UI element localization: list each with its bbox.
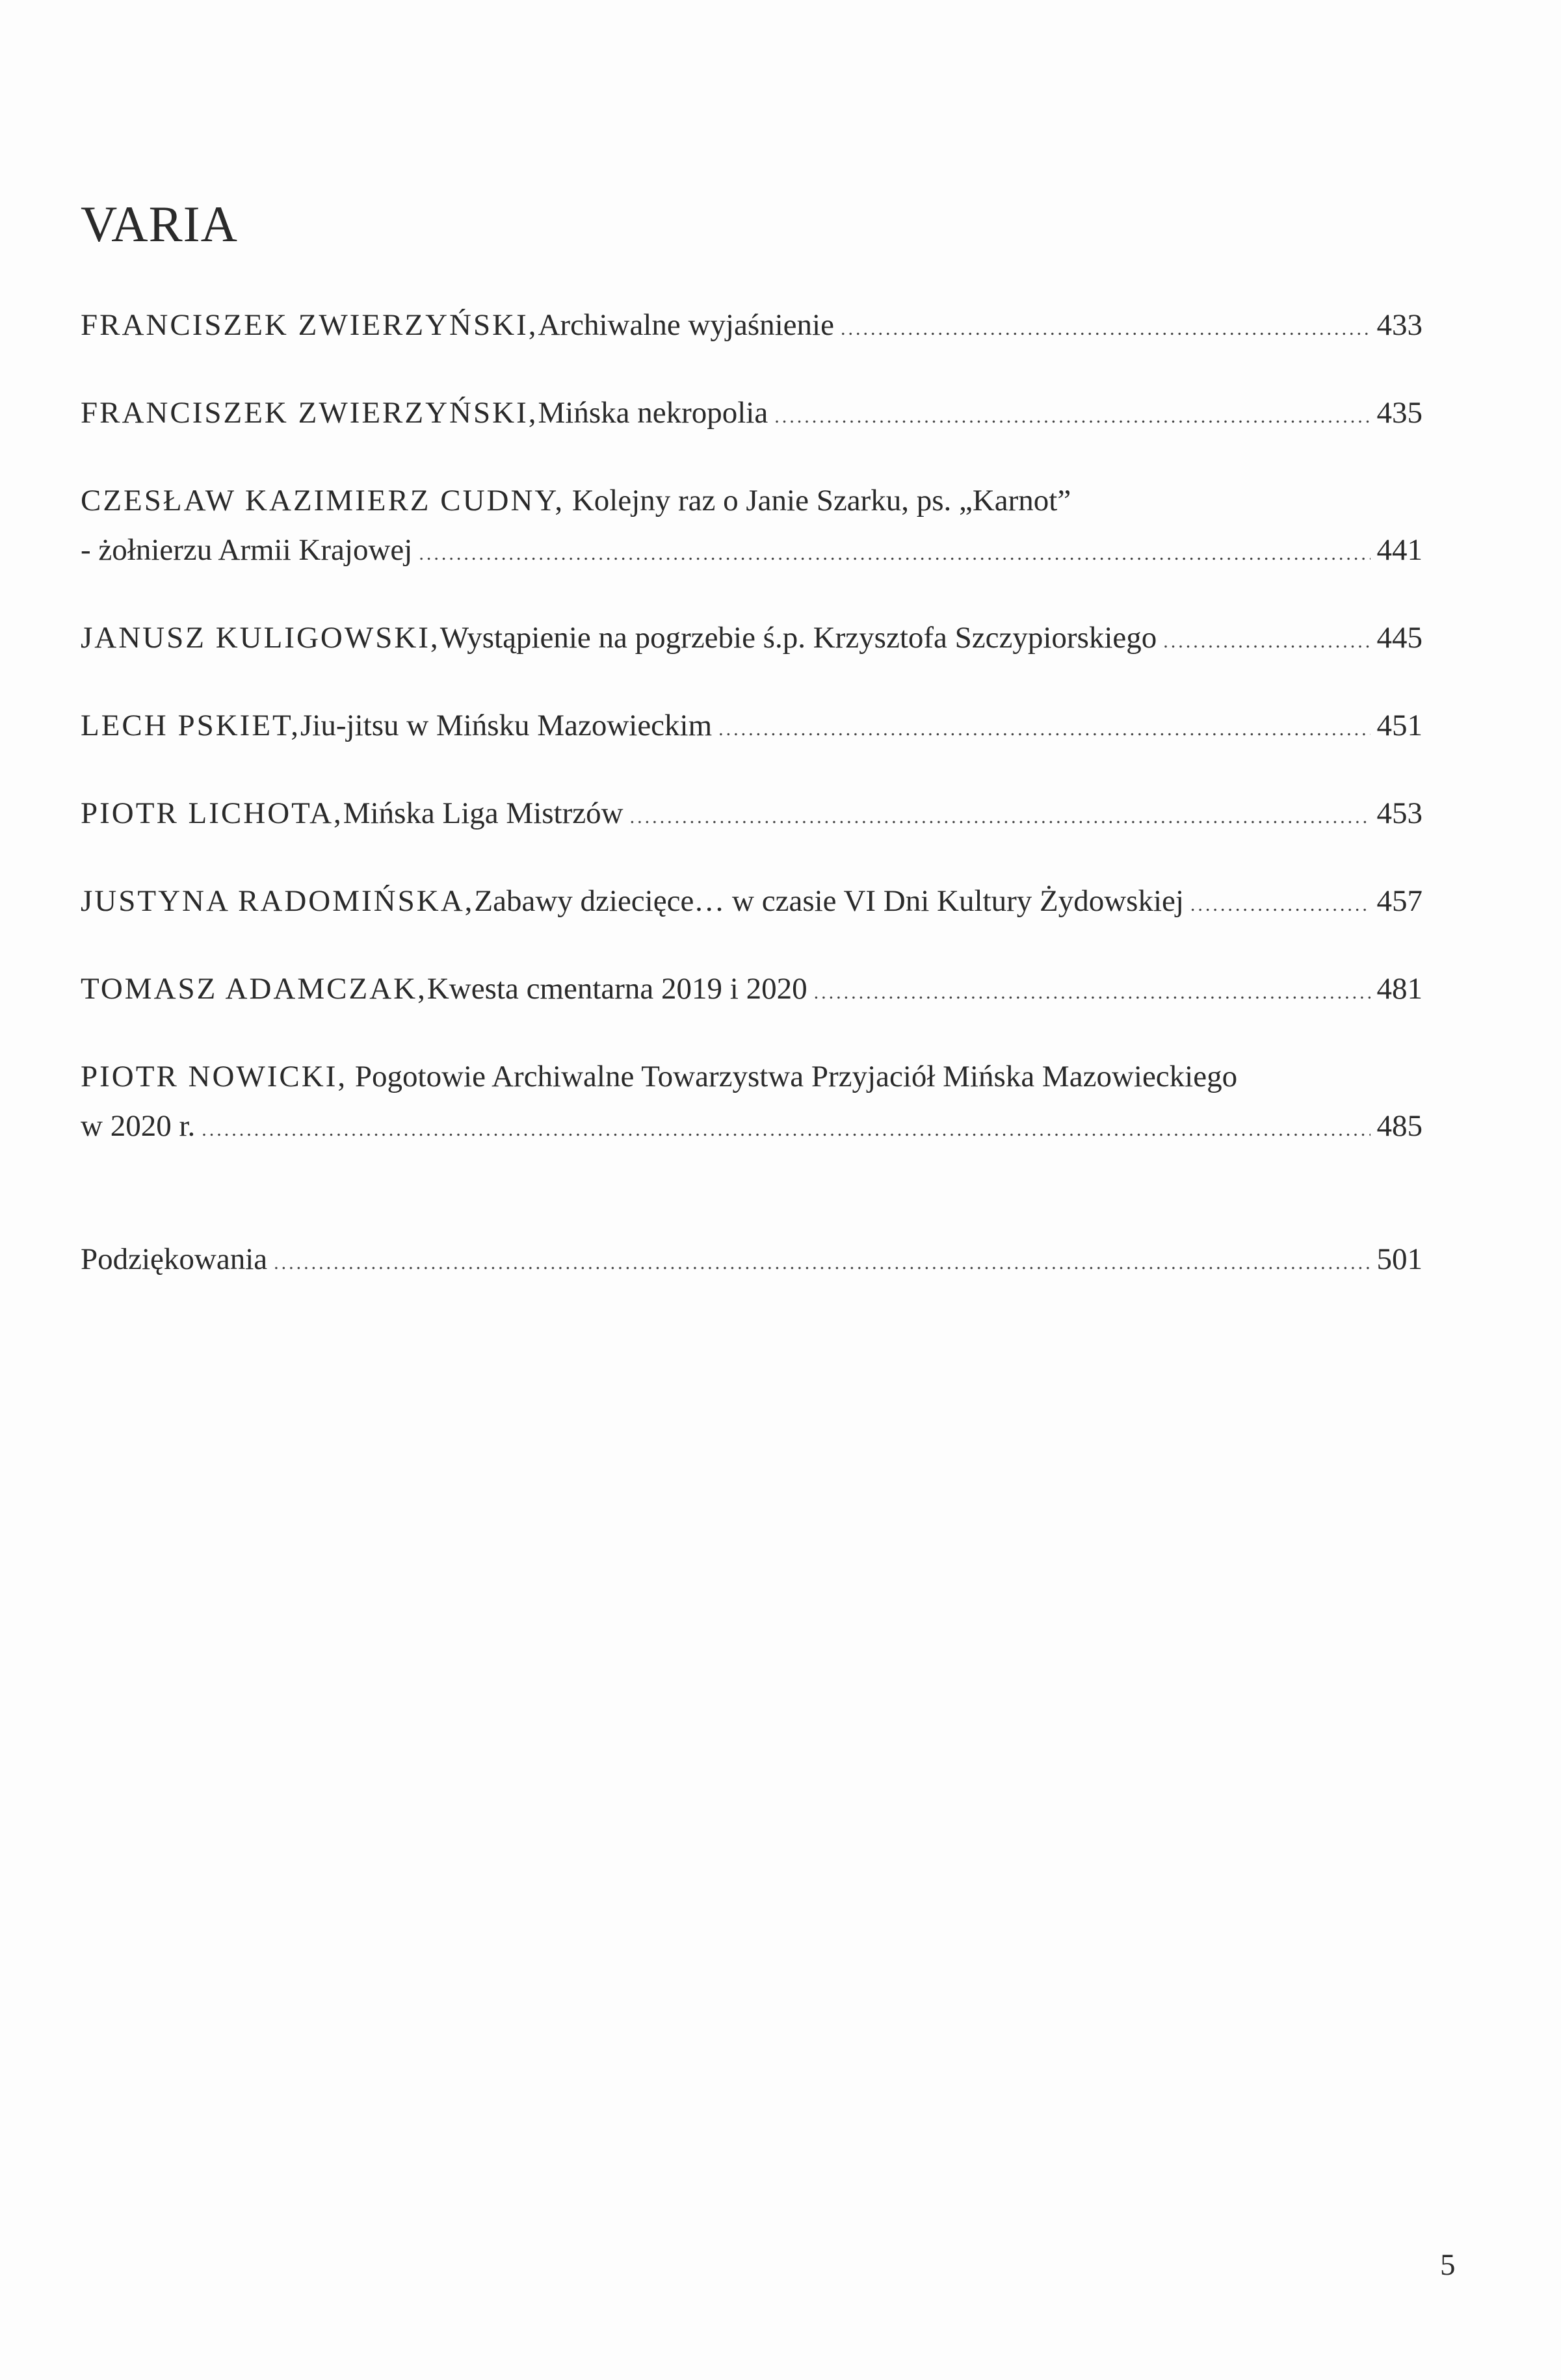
leader-dots bbox=[630, 792, 1371, 842]
toc-entry-title: Kwesta cmentarna 2019 i 2020 bbox=[426, 972, 807, 1006]
toc-entry-author: JUSTYNA RADOMIŃSKA, bbox=[81, 884, 475, 918]
toc-entry-page: 501 bbox=[1376, 1242, 1423, 1276]
page-number: 5 bbox=[1440, 2248, 1456, 2282]
toc-entry-page: 485 bbox=[1376, 1109, 1423, 1143]
toc-entry bbox=[81, 964, 1423, 1017]
toc-entry-acknowledgements bbox=[81, 1235, 1423, 1288]
leader-dots bbox=[718, 705, 1370, 754]
toc-entry bbox=[81, 876, 1423, 930]
table-of-contents bbox=[81, 300, 1423, 1322]
toc-entry-title: Archiwalne wyjaśnienie bbox=[538, 308, 834, 342]
toc-entry-author: JANUSZ KULIGOWSKI, bbox=[81, 621, 440, 655]
toc-entry-page: 457 bbox=[1376, 884, 1423, 918]
toc-entry-author: FRANCISZEK ZWIERZYŃSKI, bbox=[81, 308, 538, 342]
leader-dots bbox=[814, 968, 1371, 1017]
toc-entry-page: 433 bbox=[1376, 308, 1423, 342]
toc-entry bbox=[81, 789, 1423, 842]
toc-entry bbox=[81, 388, 1423, 441]
leader-dots bbox=[274, 1238, 1370, 1288]
toc-entry-author: CZESŁAW KAZIMIERZ CUDNY, bbox=[81, 484, 565, 517]
toc-entry-page: 451 bbox=[1376, 709, 1423, 742]
toc-entry-title-continued: w 2020 r. bbox=[81, 1109, 196, 1143]
toc-entry bbox=[81, 613, 1423, 666]
toc-entry-title: Jiu-jitsu w Mińsku Mazowieckim bbox=[300, 709, 713, 742]
leader-dots bbox=[419, 529, 1370, 579]
toc-entry-title: Mińska Liga Mistrzów bbox=[343, 796, 623, 830]
toc-entry bbox=[81, 1052, 1423, 1155]
section-title: VARIA bbox=[81, 196, 238, 252]
toc-entry-title: Wystąpienie na pogrzebie ś.p. Krzysztofa Szczypiorskiego bbox=[439, 621, 1157, 655]
toc-entry-page: 453 bbox=[1376, 796, 1423, 830]
leader-dots bbox=[1163, 617, 1370, 666]
toc-entry bbox=[81, 476, 1423, 579]
toc-entry bbox=[81, 701, 1423, 754]
toc-entry-title-continued: - żołnierzu Armii Krajowej bbox=[81, 533, 413, 567]
toc-entry bbox=[81, 300, 1423, 354]
toc-entry-page: 481 bbox=[1376, 972, 1423, 1006]
toc-entry-title: Pogotowie Archiwalne Towarzystwa Przyjaciół Mińska Mazowieckiego bbox=[347, 1060, 1238, 1093]
toc-entry-title: Mińska nekropolia bbox=[538, 396, 768, 430]
leader-dots bbox=[1190, 880, 1371, 930]
toc-entry-title: Kolejny raz o Janie Szarku, ps. „Karnot” bbox=[564, 484, 1071, 517]
toc-entry-author: TOMASZ ADAMCZAK, bbox=[81, 972, 427, 1006]
toc-entry-author: PIOTR LICHOTA, bbox=[81, 796, 343, 830]
toc-entry-page: 441 bbox=[1376, 533, 1423, 567]
leader-dots bbox=[841, 304, 1371, 354]
toc-entry-page: 445 bbox=[1376, 621, 1423, 655]
toc-entry-author: FRANCISZEK ZWIERZYŃSKI, bbox=[81, 396, 538, 430]
toc-entry-author: PIOTR NOWICKI, bbox=[81, 1060, 348, 1093]
toc-entry-title: Podziękowania bbox=[81, 1242, 268, 1276]
toc-entry-title: Zabawy dziecięce… w czasie VI Dni Kultury Żydowskiej bbox=[474, 884, 1184, 918]
leader-dots bbox=[202, 1105, 1370, 1155]
toc-entry-author: LECH PSKIET, bbox=[81, 709, 301, 742]
toc-entry-page: 435 bbox=[1376, 396, 1423, 430]
leader-dots bbox=[774, 392, 1370, 441]
